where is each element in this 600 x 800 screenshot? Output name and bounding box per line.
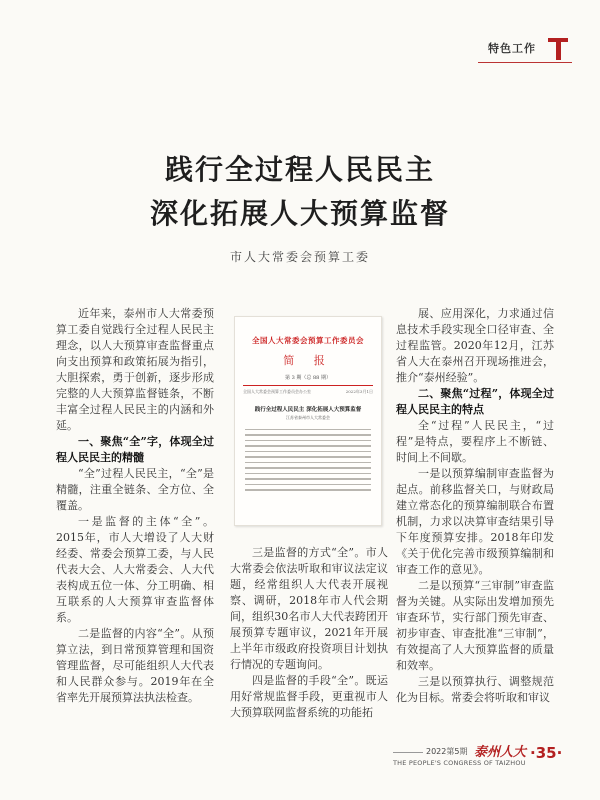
article-title (0, 148, 600, 236)
brief-document-image (234, 316, 382, 526)
page-number: ·35· (530, 744, 563, 762)
brief-org: 全国人大常委会预算工作委员会 (252, 336, 364, 345)
paragraph: 二是监督的内容“全”。从预算立法，到日常预算管理和国资管理监督，尽可能组织人大代表和人民群众参与。2019年在全省率先开展预算法执法检查。 (56, 627, 214, 704)
byline: 市人大常委会预算工委 (229, 250, 370, 264)
brief-red-rule (243, 385, 373, 386)
paragraph: 一是以预算编制审查监督为起点。前移监督关口，与财政局建立常态化的预算编制联合布置机制，力求以决算审查结果引导下年度预算安排。2018年印发《关于优化完善市级预算编制和审查工作的意见》。 (396, 467, 554, 576)
paragraph: 三是监督的方式“全”。市人大常委会依法听取和审议法定议题，经常组织人大代表开展视察、调研，2018年市人代会期间，组织30名市人大代表跨团开展预算专题审议，2021年开展上半年市级政府投资项目计划执行情况的专题询问。 (230, 546, 388, 671)
brief-issue: 第 3 期（总 88 期） (285, 375, 331, 381)
brief-issuer: 全国人大常委会预算工作委员会办公室 (243, 389, 311, 394)
paragraph: “全”过程人民民主，“全”是精髓，注重全链条、全方位、全覆盖。 (56, 467, 214, 512)
brief-title: 简 报 (283, 354, 333, 367)
footer-english-title: THE PEOPLE'S CONGRESS OF TAIZHOU (393, 759, 526, 767)
brief-meta (243, 389, 373, 395)
header-rule (478, 62, 572, 63)
column-2 (230, 545, 388, 721)
brief-body-lines (245, 429, 371, 491)
brief-subhead: 江苏省泰州市人大常委会 (286, 415, 330, 420)
footer-magazine-logo: 泰州人大 (474, 745, 527, 760)
paragraph: 二是以预算“三审制”审查监督为关键。从实际出发增加预先审查环节，实行部门预先审查、初步审查、审查批准“三审制”，有效提高了人大预算监督的质量和效率。 (396, 579, 554, 672)
section-mark-icon (545, 36, 571, 62)
section-heading: 一、聚焦“全”字，体现全过程人民民主的精髓 (56, 435, 214, 464)
title-line-1: 践行全过程人民民主 (164, 153, 435, 186)
paragraph: 四是监督的手段“全”。既运用好常规监督手段，更重视市人大预算联网监督系统的功能拓 (230, 674, 388, 719)
section-heading: 二、聚焦“过程”，体现全过程人民民主的特点 (396, 387, 554, 416)
paragraph: 全“过程”人民民主，“过程”是特点，要程序上不断链、时间上不间歇。 (396, 419, 554, 464)
footer-issue: 2022第5期 (426, 747, 468, 756)
column-1 (56, 306, 214, 706)
column-3 (396, 306, 554, 706)
paragraph: 一是监督的主体“全”。2015年，市人大增设了人大财经委、常委会预算工委，与人民代表大会、人大常委会、人大代表构成五位一体、分工明确、相互联系的人大预算审查监督体系。 (56, 515, 214, 624)
paragraph: 近年来，泰州市人大常委预算工委自觉践行全过程人民民主理念，以人大预算审查监督重点向支出预算和政策拓展为指引，大胆探索，勇于创新，逐步形成完整的人大预算监督链条，不断丰富全过程人民民主的内涵和外延。 (56, 307, 214, 432)
paragraph: 三是以预算执行、调整规范化为目标。常委会将听取和审议 (396, 675, 554, 704)
brief-date: 2022年3月1日 (345, 389, 373, 394)
footer-rule (393, 752, 423, 753)
title-line-2: 深化拓展人大预算监督 (149, 197, 450, 230)
paragraph: 展、应用深化，力求通过信息技术手段实现全口径审查、全过程监管。2020年12月，江苏省人大在泰州召开现场推进会，推介“泰州经验”。 (396, 307, 554, 384)
section-tag: 特色工作 (488, 42, 536, 55)
brief-headline: 践行全过程人民民主 深化拓展人大预算监督 (254, 407, 362, 413)
